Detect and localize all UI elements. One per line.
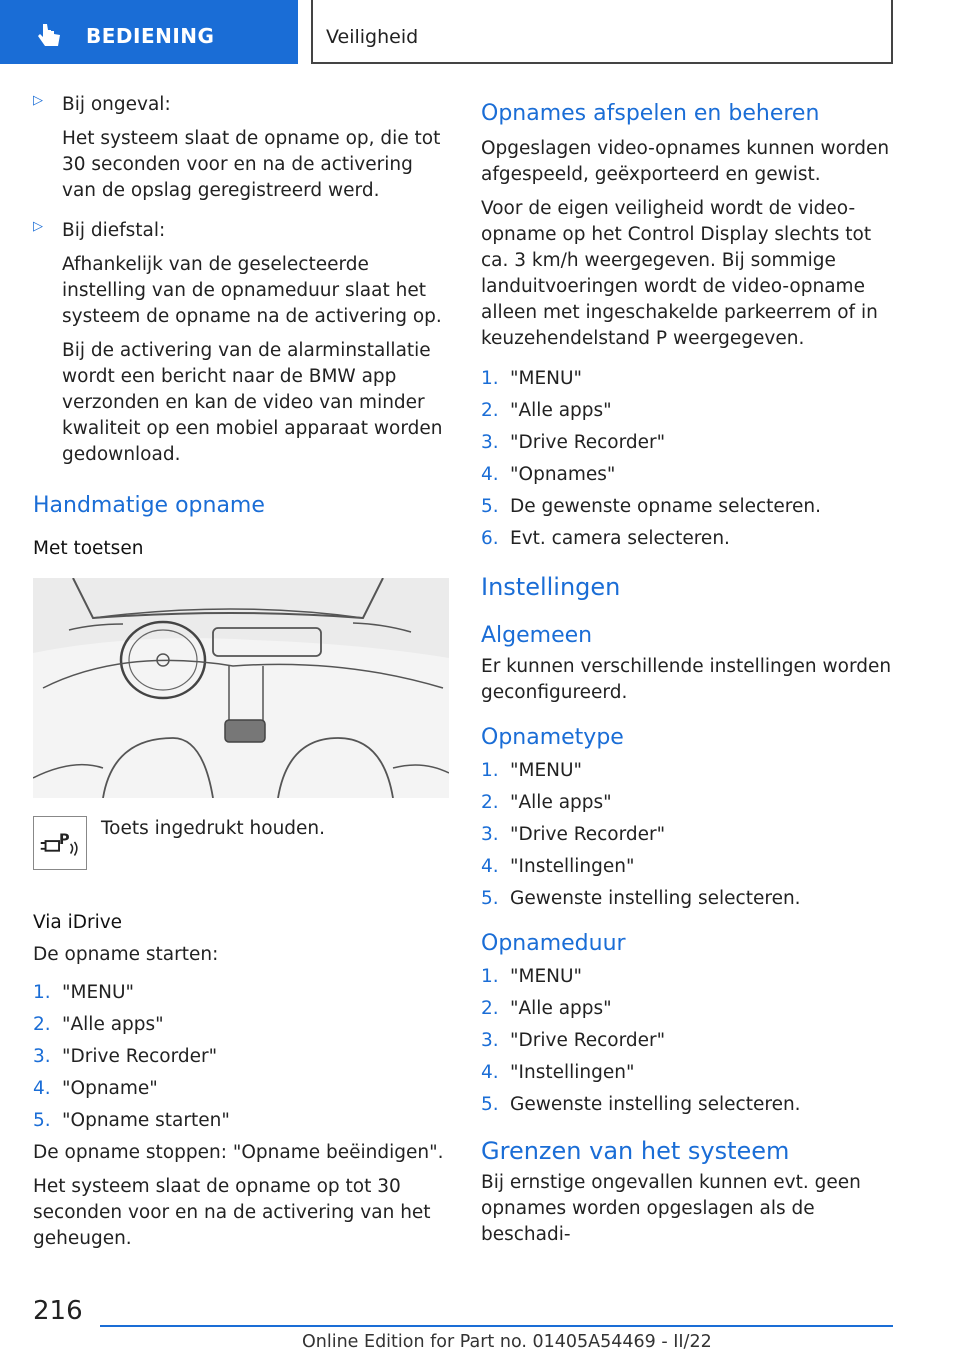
save-text: Het systeem slaat de opname op tot 30 seconden voor en na de activering van het geheugen. — [33, 1176, 431, 1249]
bullet-text: Bij de activering van de alarminstallatie wordt een bericht naar de BMW app verzonden en kan de video van minder kwaliteit op een mobiel apparaat worden gedownload. — [62, 340, 443, 465]
play-text-1: Opgeslagen video-opnames kunnen worden afgespeeld, geëxporteerd en gewist. — [481, 138, 890, 185]
list-item: 1. "MENU" — [33, 982, 135, 1003]
heading-opnametype: Opnametype — [481, 725, 624, 750]
hand-pointer-icon — [34, 22, 64, 50]
list-item: 5. Gewenste instelling selecteren. — [481, 888, 801, 909]
type-steps — [481, 758, 901, 912]
heading-instellingen: Instellingen — [481, 573, 621, 601]
section-label: BEDIENING — [86, 24, 215, 48]
subheading-via-idrive: Via iDrive — [33, 912, 123, 933]
left-column — [33, 92, 449, 1252]
heading-handmatig: Handmatige opname — [33, 493, 265, 518]
list-item: 3. "Drive Recorder" — [33, 1046, 218, 1067]
heading-grenzen: Grenzen van het systeem — [481, 1137, 790, 1165]
list-item: 5. Gewenste instelling selecteren. — [481, 1094, 801, 1115]
start-steps — [33, 980, 449, 1134]
bullet-text: Afhankelijk van de geselecteerde instelling van de opnameduur slaat het systeem de opname na de activering op. — [62, 254, 442, 327]
triangle-bullet-icon: ▷ — [33, 219, 43, 234]
section-tab — [0, 0, 298, 64]
list-item: 5. De gewenste opname selecteren. — [481, 496, 821, 517]
list-item: 1. "MENU" — [481, 966, 583, 987]
key-instruction: Toets ingedrukt houden. — [101, 818, 326, 839]
page-number: 216 — [33, 1296, 83, 1326]
svg-text:P: P — [59, 831, 70, 848]
right-column — [481, 100, 901, 1248]
bullet-title: Bij diefstal: — [62, 220, 166, 241]
dashboard-illustration — [33, 578, 449, 798]
list-item: 4. "Opname" — [33, 1078, 158, 1099]
bullet-accident — [33, 92, 449, 204]
list-item: 3. "Drive Recorder" — [481, 432, 666, 453]
list-item: 1. "MENU" — [481, 760, 583, 781]
heading-afspelen: Opnames afspelen en beheren — [481, 101, 820, 126]
heading-algemeen: Algemeen — [481, 623, 593, 648]
list-item: 2. "Alle apps" — [481, 400, 612, 421]
list-item: 6. Evt. camera selecteren. — [481, 528, 730, 549]
bullet-text: Het systeem slaat de opname op, die tot 30 seconden voor en na de activering van de opslag geregistreerd werd. — [62, 128, 441, 201]
grenzen-text: Bij ernstige ongevallen kunnen evt. geen opnames worden opgeslagen als de beschadi- — [481, 1172, 861, 1245]
list-item: 4. "Instellingen" — [481, 856, 635, 877]
list-item: 2. "Alle apps" — [481, 998, 612, 1019]
algemeen-text: Er kunnen verschillende instellingen worden geconfigureerd. — [481, 656, 892, 703]
list-item: 5. "Opname starten" — [33, 1110, 230, 1131]
list-item: 3. "Drive Recorder" — [481, 824, 666, 845]
key-row — [33, 816, 449, 906]
triangle-bullet-icon: ▷ — [33, 93, 43, 108]
play-text-2: Voor de eigen veiligheid wordt de video-opname op het Control Display slechts tot ca. 3 km/h weergegeven. Bij sommige landuitvoeringen wordt de video-opname alleen met ingeschakelde parkeerrem of in keuzehendelstand P weergegeven. — [481, 198, 878, 349]
play-steps — [481, 366, 901, 552]
camera-record-button-icon — [33, 816, 87, 870]
edition-text: Online Edition for Part no. 01405A54469 - II/22 — [302, 1332, 712, 1352]
list-item: 4. "Opnames" — [481, 464, 616, 485]
list-item: 1. "MENU" — [481, 368, 583, 389]
bullet-theft — [33, 218, 449, 468]
bullet-title: Bij ongeval: — [62, 94, 171, 115]
stop-text: De opname stoppen: "Opname beëindigen". — [33, 1142, 444, 1163]
footer-divider — [100, 1325, 893, 1327]
list-item: 2. "Alle apps" — [481, 792, 612, 813]
list-item: 3. "Drive Recorder" — [481, 1030, 666, 1051]
topic-label: Veiligheid — [326, 26, 419, 48]
duur-steps — [481, 964, 901, 1118]
list-item: 2. "Alle apps" — [33, 1014, 164, 1035]
list-item: 4. "Instellingen" — [481, 1062, 635, 1083]
heading-opnameduur: Opnameduur — [481, 931, 626, 956]
subheading-met-toetsen: Met toetsen — [33, 538, 144, 559]
topic-box — [311, 0, 893, 64]
start-intro: De opname starten: — [33, 944, 219, 965]
